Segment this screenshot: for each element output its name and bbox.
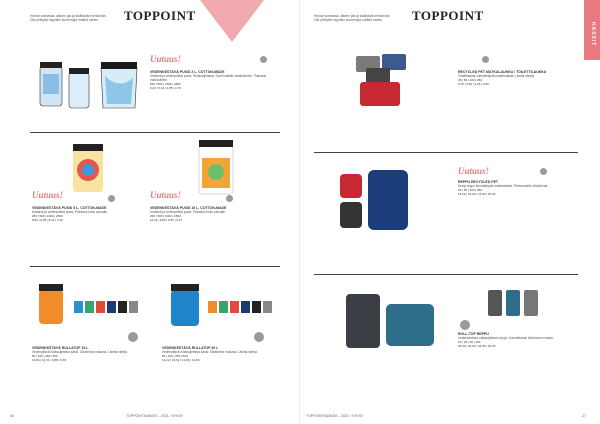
product-rolltop-orange bbox=[36, 282, 66, 326]
specification-badge bbox=[128, 332, 138, 342]
uutuus-label-4: Uutuus! bbox=[458, 166, 490, 176]
pink-triangle bbox=[200, 0, 264, 42]
product-drybag-colorful-2 bbox=[196, 138, 236, 196]
intro-text: Hinnat voimassa, alkaen jaa ja sisältävät merkinnän. Ota yhteyttä myyntiin suurempia määriä varten. bbox=[30, 14, 107, 23]
product-description: Kestävä ja vedenpitävä pussi. Painatus koko pinnalle. bbox=[32, 210, 108, 214]
price-values: 14,22 | 13,52 | 12,96 | 12,66 bbox=[162, 358, 200, 362]
product-drybag-photo-3 bbox=[95, 58, 143, 110]
ecofriendly-icon bbox=[226, 195, 233, 202]
product-block-2 bbox=[32, 206, 142, 222]
specification-badge bbox=[254, 332, 264, 342]
product-toiletry-bags bbox=[352, 50, 414, 108]
uutuus-label-2: Uutuus! bbox=[32, 190, 64, 200]
page-number: 26 bbox=[10, 414, 14, 418]
product-block-8 bbox=[458, 332, 578, 348]
price-quantities: 50 | 100 | 250 | 500 bbox=[32, 354, 58, 358]
page-number: 27 bbox=[582, 414, 586, 418]
product-backpack bbox=[338, 168, 412, 234]
product-title: VEDENKESTÄVÄ PUSSI 5 L, COTTON-MADE bbox=[32, 206, 107, 210]
product-description: Vedenpitävä rullasuljettava kassi. Olkahihna mukana. Useita värejä. bbox=[32, 350, 128, 354]
brand-logo: TOPPOINT bbox=[124, 8, 196, 23]
product-drybag-colorful-1 bbox=[70, 142, 106, 194]
product-title: VEDENKESTÄVÄ PUSSI 2 L, COTTON-MADE bbox=[150, 70, 225, 74]
product-block-6 bbox=[458, 70, 578, 86]
product-block-1 bbox=[150, 70, 268, 90]
price-quantities: 250 | 500 | 1000 | 2500 bbox=[150, 214, 181, 218]
price-values: 5,23 | 5,04 | 4,85 | 4,73 bbox=[150, 86, 181, 90]
price-values: 46,50 | 44,50 | 42,50 | 40,50 bbox=[458, 344, 496, 348]
ecofriendly-icon bbox=[260, 56, 267, 63]
section-tab[interactable] bbox=[584, 0, 600, 60]
color-swatches-2 bbox=[208, 300, 274, 312]
price-values: 8,62 | 8,38 | 8,14 | 7,90 bbox=[32, 218, 63, 222]
product-block-5 bbox=[162, 346, 272, 362]
price-values: 10,11 | 9,83 | 9,55 | 9,27 bbox=[150, 218, 183, 222]
uutuus-label-1: Uutuus! bbox=[150, 54, 182, 64]
price-quantities: 250 | 500 | 1000 | 2500 bbox=[32, 214, 63, 218]
product-description: Toilettilaukku kierrätetystä materiaalista. Useita värejä. bbox=[458, 74, 535, 78]
price-quantities: 10 | 25 | 50 | 100 bbox=[458, 340, 481, 344]
product-drybag-photo-1 bbox=[38, 60, 64, 108]
divider bbox=[314, 274, 578, 275]
product-rolltop-variants bbox=[486, 288, 540, 318]
product-description: Vedenpitävä rullasuljettava kassi. Olkahihna mukana. Useita värejä. bbox=[162, 350, 258, 354]
price-values: 9,75 | 9,50 | 9,25 | 9,00 bbox=[458, 82, 489, 86]
product-description: Kestävä ja vedenpitävä pussi. Painatus koko pinnalle. bbox=[150, 210, 226, 214]
price-quantities: 25 | 50 | 100 | 250 bbox=[458, 188, 483, 192]
divider bbox=[30, 132, 280, 133]
product-block-3 bbox=[150, 206, 268, 222]
product-title: VEDENKESTÄVÄ RULLATOP 15 L bbox=[32, 346, 89, 350]
product-title: VEDENKESTÄVÄ PUSSI 10 L, COTTON-MADE bbox=[150, 206, 227, 210]
footer-text: TOPPOINTMAINOS - 2021 / SYKSY bbox=[306, 414, 364, 418]
section-tab-label: KASSIT bbox=[590, 22, 596, 47]
product-title: VEDENKESTÄVÄ RULLATOP 30 L bbox=[162, 346, 219, 350]
price-quantities: 25 | 50 | 100 | 250 bbox=[458, 78, 483, 82]
product-description: Kestävä ja vedenpitävä pussi. Rullasuljettava. Sopii kaikkiin seikkailuihin. Painatus mahdollinen. bbox=[150, 74, 267, 82]
price-quantities: 250 | 500 | 1000 | 2500 bbox=[150, 82, 181, 86]
uutuus-label-3: Uutuus! bbox=[150, 190, 182, 200]
product-description: Kevyt reppu kierrätetystä materiaalista. Pehmustettu olkahihnat. bbox=[458, 184, 549, 188]
divider bbox=[314, 152, 578, 153]
product-title: REPPU RECYCLED PET bbox=[458, 180, 499, 184]
footer-text: TOPPOINTMAINOS - 2021 / SYKSY bbox=[126, 414, 184, 418]
product-block-7 bbox=[458, 180, 578, 196]
intro-text: Hinnat voimassa, alkaen jaa ja sisältävät merkinnän. Ota yhteyttä myyntiin suurempia määriä varten. bbox=[314, 14, 391, 23]
product-rolltop-backpack bbox=[344, 290, 436, 350]
price-values: 10,84 | 10,31 | 9,88 | 9,65 bbox=[32, 358, 67, 362]
right-page bbox=[300, 0, 600, 424]
price-values: 16,50 | 16,00 | 15,50 | 15,00 bbox=[458, 192, 496, 196]
divider bbox=[30, 266, 280, 267]
ecofriendly-icon bbox=[540, 168, 547, 175]
color-swatches-1 bbox=[74, 300, 140, 312]
ecofriendly-icon bbox=[108, 195, 115, 202]
product-description: Vedenkestävä rullasuljettava reppu. Kannettavan tietokoneen tasku. bbox=[458, 336, 554, 340]
brand-logo: TOPPOINT bbox=[412, 8, 484, 23]
price-quantities: 50 | 100 | 250 | 500 bbox=[162, 354, 188, 358]
ecofriendly-icon bbox=[482, 56, 489, 63]
product-rolltop-blue bbox=[168, 282, 202, 328]
product-title: ROLL-TOP REPPU bbox=[458, 332, 489, 336]
product-block-4 bbox=[32, 346, 142, 362]
specification-badge bbox=[460, 320, 470, 330]
product-title: RECYCLED PET MATKALAUKKU / TOILETTILAUKKU bbox=[458, 70, 547, 74]
product-drybag-photo-2 bbox=[67, 66, 91, 110]
